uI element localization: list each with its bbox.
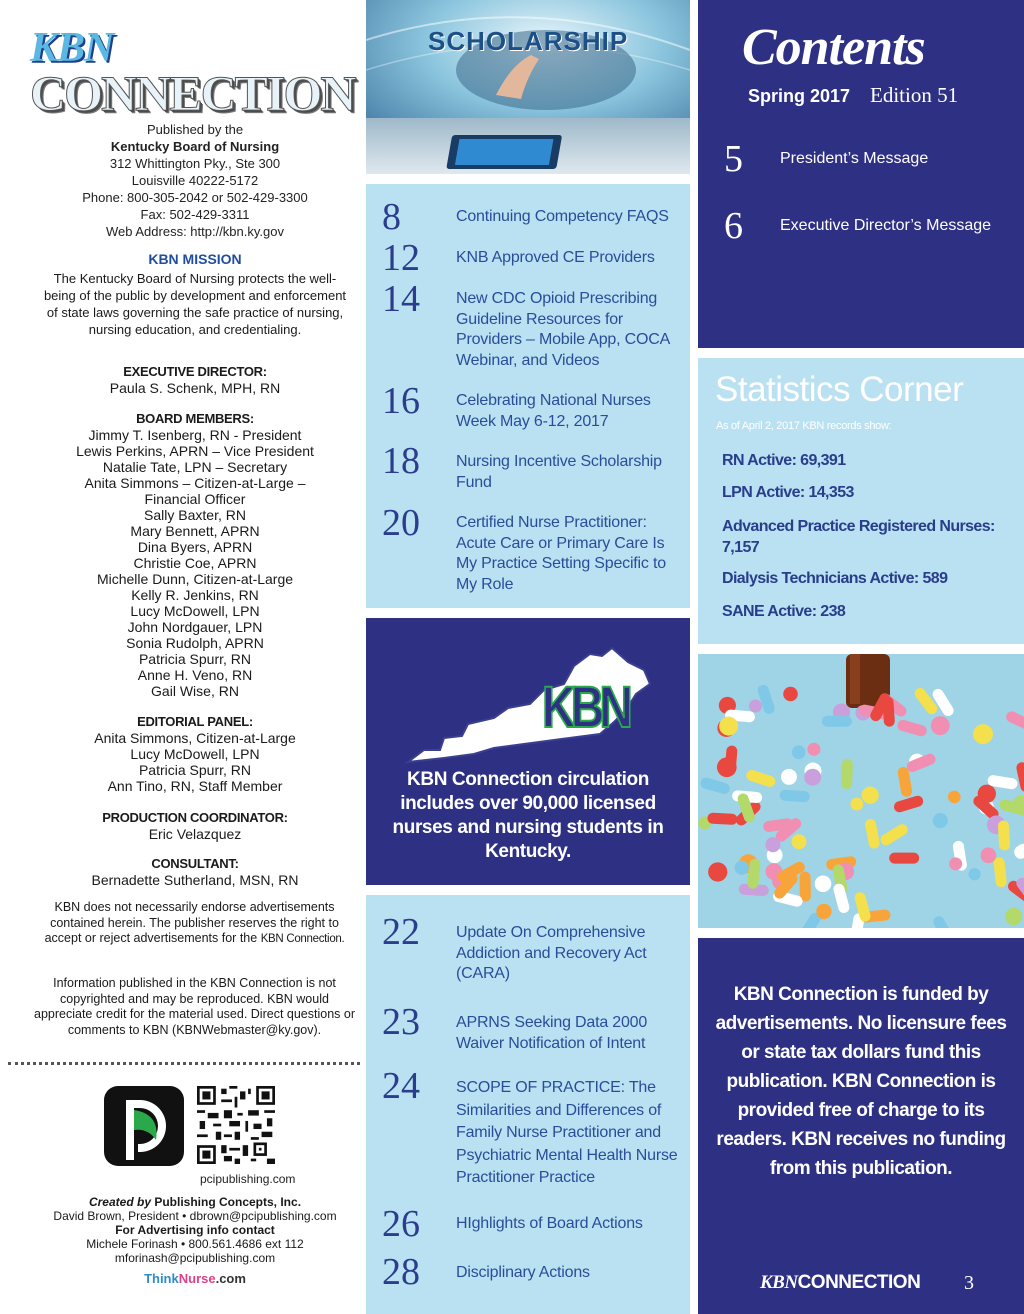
editorial-panel (20, 714, 370, 794)
logo-kbn: KBN (30, 25, 114, 71)
pill-shape (815, 875, 832, 892)
footer-kbn: KBN (760, 1272, 798, 1293)
contents-title: Contents (742, 19, 925, 76)
publisher-web[interactable]: Web Address: http://kbn.ky.gov (105, 224, 284, 239)
funding-text: KBN Connection is funded by advertisements. No licensure fees or state tax dollars fund this publication. KBN Connection is provided free of charge to its readers. KBN receives no funding from this publication. (715, 984, 1007, 1179)
kbn-connection-logo (30, 25, 355, 121)
statistic-item: RN Active: 69,391 (722, 452, 846, 469)
board-member: Natalie Tate, LPN – Secretary (102, 459, 288, 475)
pills-photo-art (698, 654, 1024, 928)
funding-panel (698, 938, 1024, 1314)
toc-title: Nursing Incentive Scholarship Fund (456, 453, 662, 491)
toc-title: SCOPE OF PRACTICE: The Similarities and Differences of Family Nurse Practitioner and Psychiatric Mental Health Nurse Practitioner Practice (456, 1079, 678, 1186)
president-line: David Brown, President • dbrown@pcipublishing.com (53, 1209, 337, 1223)
consultant-heading: CONSULTANT: (151, 856, 239, 871)
board-member: Financial Officer (144, 491, 246, 507)
publisher-name: Kentucky Board of Nursing (110, 139, 280, 154)
pill-shape (841, 759, 853, 789)
editorial-member: Lucy McDowell, LPN (130, 746, 260, 762)
pill-shape (1005, 908, 1022, 925)
logo-connection: CONNECTION (30, 65, 355, 121)
consultant-name: Bernadette Sutherland, MSN, RN (91, 872, 299, 888)
scholarship-caption: SCHOLARSHIP (428, 26, 629, 56)
board-member: Patricia Spurr, RN (138, 651, 252, 667)
toc-page-number: 22 (382, 911, 420, 953)
publisher-credits (20, 1195, 370, 1265)
contents-title: Executive Director’s Message (780, 217, 992, 234)
pill-shape (749, 700, 762, 713)
statistic-item: Dialysis Technicians Active: 589 (722, 570, 948, 587)
toc-title: Update On Comprehensive Addiction and Recovery Act (CARA) (456, 924, 647, 982)
executive-name: Paula S. Schenk, MPH, RN (109, 380, 281, 396)
published-by: Published by the (146, 122, 244, 137)
advertising-contact: Michele Forinash • 800.561.4686 ext 112 (86, 1237, 304, 1251)
editorial-member: Patricia Spurr, RN (138, 762, 252, 778)
executive-heading: EXECUTIVE DIRECTOR: (123, 364, 267, 379)
pill-shape (792, 834, 807, 849)
circulation-text: KBN Connection circulation includes over 90,000 licensed nurses and nursing students in Kentucky. (392, 769, 664, 862)
toc-title: HIghlights of Board Actions (456, 1215, 643, 1232)
endorse-publication: KBN Connection. (260, 933, 345, 945)
pci-logo-icon (104, 1086, 184, 1166)
production-heading: PRODUCTION COORDINATOR: (102, 810, 288, 825)
toc-title: Continuing Competency FAQS (456, 208, 669, 225)
thinknurse-link[interactable] (20, 1271, 370, 1286)
toc-page-number: 26 (382, 1203, 420, 1245)
statistic-item: LPN Active: 14,353 (722, 484, 854, 501)
board-member: Mary Bennett, APRN (130, 523, 260, 539)
circulation-panel (366, 618, 690, 885)
board-member: Gail Wise, RN (151, 683, 239, 699)
toc-page-number: 12 (382, 237, 420, 279)
production-name: Eric Velazquez (148, 826, 242, 842)
toc-page-number: 28 (382, 1251, 420, 1293)
board-member: Lucy McDowell, LPN (130, 603, 260, 619)
executive-director (20, 364, 370, 396)
board-heading: BOARD MEMBERS: (136, 411, 254, 426)
map-kbn-label: KBN (542, 675, 629, 740)
toc-panel-b (366, 895, 690, 1314)
publisher-phone: Phone: 800-305-2042 or 502-429-3300 (82, 190, 308, 205)
pill-shape (968, 868, 980, 880)
editorial-list (20, 730, 370, 794)
board-member: Dina Byers, APRN (137, 539, 253, 555)
pill-shape (822, 716, 852, 727)
pill-shape (783, 687, 798, 702)
editorial-member: Ann Tino, RN, Staff Member (107, 778, 283, 794)
endorse-text: KBN does not necessarily endorse advertisements contained herein. The publisher reserves the right to accept or reject advertisements for the (44, 900, 339, 945)
pill-shape (807, 743, 820, 756)
scholarship-photo (366, 0, 690, 174)
pill-shape (779, 789, 810, 802)
contents-panel (698, 0, 1024, 348)
board-member: Christie Coe, APRN (133, 555, 257, 571)
footer-connection: CONNECTION (797, 1272, 921, 1293)
pill-shape (735, 861, 749, 875)
board-members (20, 411, 370, 699)
toc-title: New CDC Opioid Prescribing Guideline Resources for Providers – Mobile App, COCA Webinar, and Videos (456, 290, 670, 369)
statistic-item: Advanced Practice Registered Nurses: 7,157 (722, 518, 995, 556)
pill-shape (978, 785, 996, 803)
created-by-line (20, 1195, 370, 1209)
statistics-title: Statistics Corner (715, 370, 964, 409)
publisher-address2: Louisville 40222-5172 (131, 173, 259, 188)
board-member: Lewis Perkins, APRN – Vice President (76, 443, 314, 459)
editorial-member: Anita Simmons, Citizen-at-Large (94, 730, 296, 746)
pill-shape (889, 853, 919, 864)
consultant (20, 856, 370, 888)
mission-text: The Kentucky Board of Nursing protects the well-being of the public by development and enforcement of state laws governing the safe practice of nursing, nursing education, and credentialing. (43, 271, 347, 337)
pill-shape (781, 769, 797, 785)
pill-shape (708, 862, 727, 881)
toc-title: KNB Approved CE Providers (456, 249, 655, 266)
contents-page-number: 5 (724, 138, 743, 180)
publisher-address1: 312 Whittington Pky., Ste 300 (109, 156, 281, 171)
pill-shape (931, 716, 950, 735)
board-member: Kelly R. Jenkins, RN (131, 587, 259, 603)
advertising-heading: For Advertising info contact (115, 1223, 275, 1237)
contents-title: President’s Message (780, 150, 929, 167)
toc-title: APRNS Seeking Data 2000 Waiver Notification of Intent (456, 1014, 648, 1052)
created-by-label: Created by (88, 1195, 151, 1209)
board-member: Michelle Dunn, Citizen-at-Large (96, 571, 294, 587)
publisher-info (20, 121, 370, 240)
board-member: Jimmy T. Isenberg, RN - President (88, 427, 302, 443)
statistics-corner (698, 358, 1024, 644)
pill-shape (765, 837, 780, 852)
pill-shape (981, 847, 997, 863)
contents-edition: Edition 51 (870, 83, 959, 107)
production-coordinator (20, 810, 370, 842)
pill-shape (719, 717, 738, 736)
pill-shape (933, 813, 948, 828)
pill-shape (804, 769, 821, 786)
pill-shape (799, 871, 811, 901)
pill-shape (816, 904, 831, 919)
toc-title: Certified Nurse Practitioner: Acute Care or Primary Care Is My Practice Setting Specific to My Role (456, 514, 666, 593)
toc-title: Disciplinary Actions (456, 1264, 590, 1281)
pill-shape (850, 798, 863, 811)
company-name: Publishing Concepts, Inc. (154, 1195, 302, 1209)
pill-shape (707, 812, 738, 825)
board-member: Anne H. Veno, RN (137, 667, 253, 683)
toc-title: Celebrating National Nurses Week May 6-12, 2017 (456, 392, 651, 430)
pill-shape (949, 857, 962, 870)
editorial-heading: EDITORIAL PANEL: (137, 714, 253, 729)
board-list (20, 427, 370, 699)
contents-season: Spring 2017 (748, 86, 851, 106)
statistic-item: SANE Active: 238 (722, 603, 846, 620)
contents-page-number: 6 (724, 205, 743, 247)
statistics-as-of: As of April 2, 2017 KBN records show: (716, 420, 892, 432)
toc-page-number: 24 (382, 1065, 420, 1107)
toc-page-number: 18 (382, 440, 420, 482)
toc-page-number: 14 (382, 278, 420, 320)
pill-shape (948, 791, 961, 804)
pill-shape (862, 787, 879, 804)
masthead-column (0, 0, 365, 1314)
advertising-email[interactable]: mforinash@pcipublishing.com (114, 1251, 276, 1265)
toc-page-number: 16 (382, 380, 420, 422)
endorsement-disclaimer (32, 900, 357, 948)
pill-shape (882, 696, 895, 727)
pills-photo (698, 654, 1024, 928)
pill-shape (973, 724, 993, 744)
publisher-fax: Fax: 502-429-3311 (140, 207, 250, 222)
dotcom-text: .com (215, 1271, 246, 1286)
dotted-divider (8, 1062, 360, 1065)
qr-code-icon[interactable] (197, 1086, 275, 1164)
toc-page-number: 8 (382, 196, 401, 238)
pill-shape (998, 820, 1011, 851)
board-member: Sonia Rudolph, APRN (126, 635, 264, 651)
mission-heading: KBN MISSION (148, 251, 242, 267)
footer-logo (760, 1272, 920, 1294)
toc-panel-a (366, 184, 690, 608)
think-text: Think (144, 1271, 179, 1286)
copyright-notice: Information published in the KBN Connection is not copyrighted and may be reproduced. KBN would appreciate credit for the material used. Direct questions or comments to KBN (KBNWebmaster@ky.gov). (34, 976, 355, 1037)
pill-shape (792, 745, 806, 759)
toc-page-number: 23 (382, 1001, 420, 1043)
pci-url[interactable]: pcipublishing.com (200, 1172, 296, 1186)
page-number: 3 (964, 1272, 974, 1294)
board-member: John Nordgauer, LPN (127, 619, 263, 635)
board-member: Sally Baxter, RN (144, 507, 246, 523)
board-member: Anita Simmons – Citizen-at-Large – (84, 475, 306, 491)
toc-page-number: 20 (382, 502, 420, 544)
nurse-text: Nurse (178, 1271, 216, 1286)
